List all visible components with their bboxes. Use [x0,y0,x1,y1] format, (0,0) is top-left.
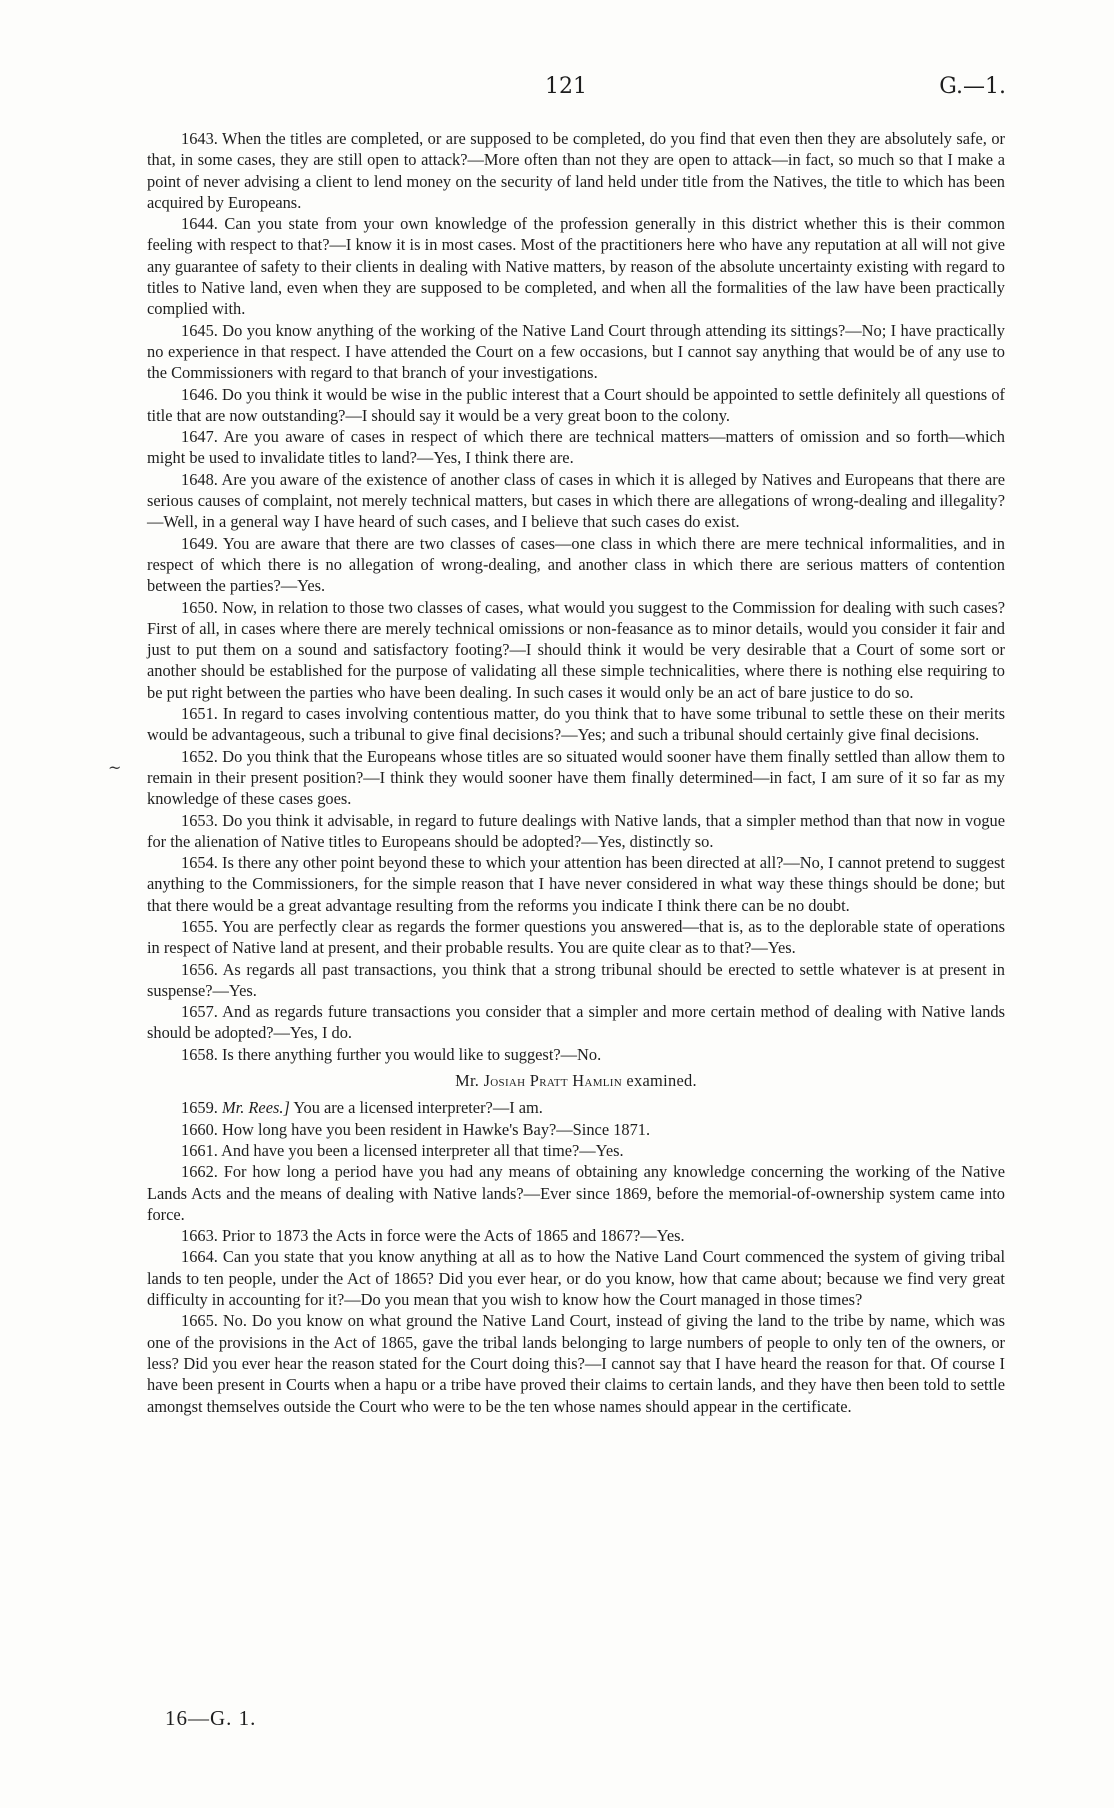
testimony-paragraph: 1646. Do you think it would be wise in the public interest that a Court should be appointed to settle definitely all questions of title that are now outstanding?—I should say it would be a very great boon to the colony. [147,384,1005,425]
testimony-paragraph: 1663. Prior to 1873 the Acts in force were the Acts of 1865 and 1867?—Yes. [181,1226,685,1246]
testimony-paragraph: 1652. Do you think that the Europeans whose titles are so situated would sooner have them finally settled than allow them to remain in their present position?—I think they would sooner have them finally determined—in fact, I am sure of it so far as my knowledge of these cases goes. [147,746,1005,809]
testimony-paragraph: 1644. Can you state from your own knowledge of the profession generally in this district whether this is their common feeling with respect to that?—I know it is in most cases. Most of the practitioners here who have any reputation at all will not give any guarantee of safety to their clients in dealing with Native matters, by reason of the absolute uncertainty existing with regard to titles to Native land, even when they are supposed to be completed, and when all the formalities of the law have been practically complied with. [147,214,1005,319]
testimony-paragraph: 1650. Now, in relation to those two classes of cases, what would you suggest to the Commission for dealing with such cases? First of all, in cases where there are merely technical omissions or non-feasance as to minor details, would you consider it fair and just to put them on a sound and satisfactory footing?—I should think it would be very desirable that a Court of some sort or another should be established for the purpose of validating all these simple technicalities, where there is nothing else requiring to be put right between the parties who have been dealing. In such cases it would only be an act of bare justice to do so. [147,597,1005,702]
document-reference: G.—1. [939,74,1006,99]
speaker-name: Mr. Rees.] [222,1098,290,1118]
testimony-section-1 [147,128,1005,1065]
testimony-paragraph: 1661. And have you been a licensed interpreter all that time?—Yes. [181,1140,624,1160]
testimony-paragraph: 1654. Is there any other point beyond these to which your attention has been directed at all?—No, I cannot pretend to suggest anything to the Commissioners, for the simple reason that I have never considered in what way these things should be done; but that there would be a great advantage resulting from the reforms you indicate I think there can be no doubt. [147,853,1005,915]
testimony-paragraph: 1648. Are you aware of the existence of another class of cases in which it is alleged by Natives and Europeans that there are serious causes of complaint, not merely technical matters, but cases in which there are allegations of wrong-dealing and illegality?—Well, in a general way I have heard of such cases, and I believe that such cases do exist. [147,469,1005,532]
page-header [0,74,1114,104]
margin-mark: ~ [108,758,122,777]
testimony-paragraph: 1643. When the titles are completed, or are supposed to be completed, do you find that even then they are absolutely safe, or that, in some cases, they are still open to attack?—More often than not they are open to attack—in fact, so much so that I make a point of never advising a client to lend money on the security of land held under title from the Natives, the title to which has been acquired by Europeans. [147,129,1005,212]
testimony-paragraph: 1651. In regard to cases involving contentious matter, do you think that to have some tribunal to settle these on their merits would be advantageous, such a tribunal to give final decisions?—Yes; and such a tribunal should certainly give final decisions. [147,704,1005,745]
testimony-paragraph: 1660. How long have you been resident in Hawke's Bay?—Since 1871. [181,1119,651,1139]
testimony-paragraph: 1645. Do you know anything of the working of the Native Land Court through attending its sittings?—No; I have practically no experience in that respect. I have attended the Court on a few occasions, but I cannot say anything that would be of any use to the Commissioners with regard to that branch of your investigations. [147,320,1005,383]
witness-suffix: examined. [626,1071,697,1091]
question-text: You are a licensed interpreter?—I am. [293,1098,543,1118]
testimony-section-2 [147,1119,1005,1417]
testimony-paragraph: 1664. Can you state that you know anything at all as to how the Native Land Court commenced the system of giving tribal lands to ten people, under the Act of 1865? Did you ever hear, or do you know, how that came about; because we find very great difficulty in accounting for it?—Do you mean that you wish to know how the Court managed in those times? [147,1247,1005,1310]
evidence-text [147,128,1005,1417]
signature-mark: 16—G. 1. [165,1706,257,1730]
witness-prefix: Mr. [455,1071,480,1091]
testimony-paragraph: 1655. You are perfectly clear as regards the former questions you answered—that is, as to the deplorable state of operations in respect of Native land at present, and their probable results. You are quite clear as to that?—Yes. [147,916,1005,958]
testimony-paragraph: 1662. For how long a period have you had any means of obtaining any knowledge concerning the working of the Native Lands Acts and the means of dealing with Native lands?—Ever since 1869, before the memorial-of-ownership system came into force. [147,1162,1005,1224]
testimony-paragraph: 1656. As regards all past transactions, you think that a strong tribunal should be erected to settle whatever is at present in suspense?—Yes. [147,959,1005,1000]
testimony-paragraph: 1647. Are you aware of cases in respect of which there are technical matters—matters of omission and so forth—which might be used to invalidate titles to land?—Yes, I think there are. [147,427,1005,468]
testimony-paragraph: 1649. You are aware that there are two classes of cases—one class in which there are mere technical informalities, and in respect of which there is no allegation of wrong-dealing, and another class in which there are serious matters of contention between the parties?—Yes. [147,533,1005,596]
testimony-paragraph: 1653. Do you think it advisable, in regard to future dealings with Native lands, that a simpler method than that now in vogue for the alienation of Native titles to Europeans should be adopted?—Yes, distinctly so. [147,810,1005,851]
testimony-paragraph: 1665. No. Do you know on what ground the Native Land Court, instead of giving the land to the tribe by name, which was one of the provisions in the Act of 1865, gave the tribal lands belonging to large numbers of people to only ten of the owners, or less? Did you ever hear the reason stated for the Court doing this?—I cannot say that I have heard the reason for that. Of course I have been present in Courts when a hapu or a tribe have proved their claims to certain lands, and they have then been told to settle amongst themselves outside the Court who were to be the ten whose names should appear in the certificate. [147,1311,1005,1416]
witness-name: Josiah Pratt Hamlin [483,1071,622,1091]
question-number: 1659. [181,1098,218,1118]
witness-heading [147,1070,1005,1091]
question-1659 [147,1097,1005,1118]
testimony-paragraph: 1657. And as regards future transactions you consider that a simpler and more certain method of dealing with Native lands should be adopted?—Yes, I do. [147,1002,1005,1043]
page-number: 121 [545,74,587,99]
testimony-paragraph: 1658. Is there anything further you would like to suggest?—No. [181,1044,602,1064]
